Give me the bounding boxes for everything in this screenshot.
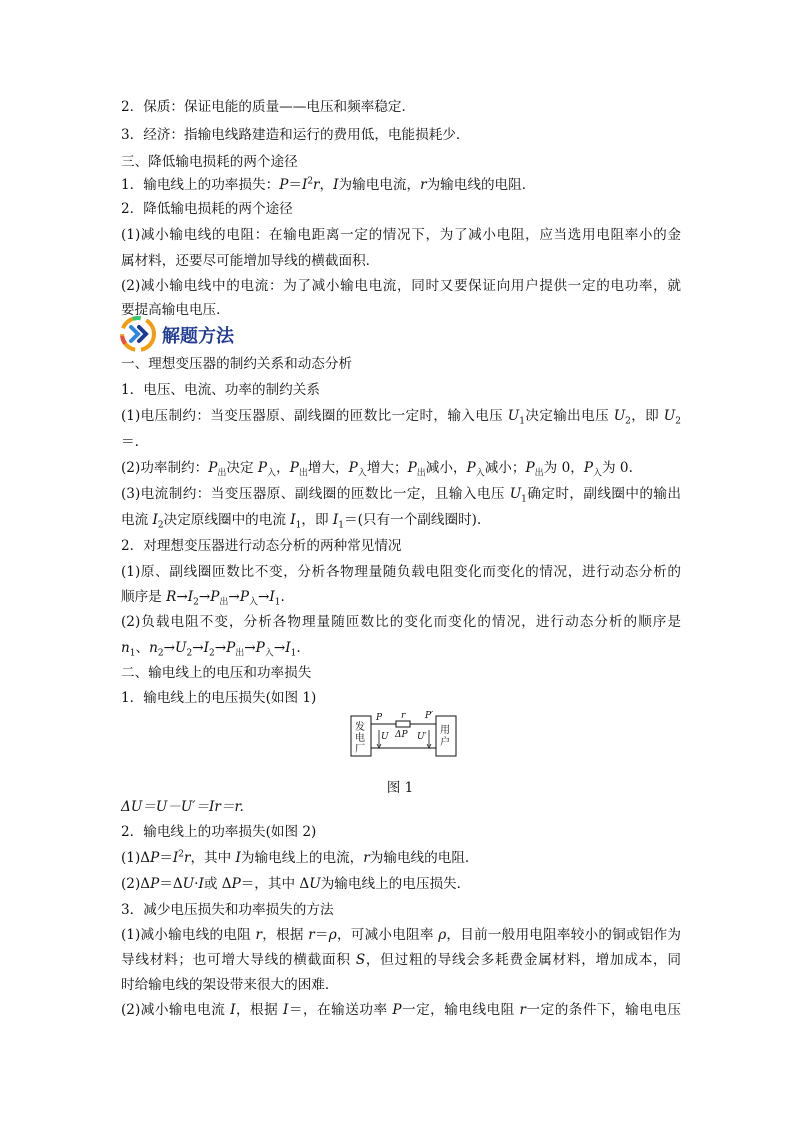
label-u: U [381, 732, 389, 742]
text-line-29: (1)减小输电线的电阻 r，根据 r＝ρ，可减小电阻率 ρ，目前一般用电阻率较小的铜或铝作为 [121, 927, 682, 943]
text-line-9: 要提高输电电压． [121, 302, 230, 318]
text-line-15: (3)电流制约：当变压器原、副线圈的匝数比一定，且输入电压 $U_1$确定时，副线圈中的输出 [121, 486, 682, 505]
text-line-2: 3．经济：指输电线路建造和运行的费用低，电能损耗少． [121, 127, 470, 143]
text-line-7: 属材料，还要尽可能增加导线的横截面积． [121, 253, 380, 269]
user-box [436, 716, 456, 756]
text-line-21: $n_1$、$n_2\to U_2\to I_2\to P_出\to P_入\to I_1$. [121, 640, 301, 659]
text-line-31: 时给输电线的架设带来很大的困难． [121, 977, 339, 993]
heading-three: 三、降低输电损耗的两个途径 [121, 154, 298, 170]
plant-label-2: 电 [355, 733, 365, 744]
plant-label-3: 厂 [355, 744, 365, 755]
text-line-6: (1)减小输电线的电阻：在输电距离一定的情况下，为了减小电阻，应当选用电阻率小的金 [121, 227, 681, 243]
text-line-17: 2．对理想变压器进行动态分析的两种常见情况 [121, 538, 402, 554]
text-line-24: ΔU＝U－U′＝Ir＝r. [121, 799, 244, 815]
text-line-14: (2)功率制约：$P_出$决定 $P_入$，$P_出$增大，$P_入$增大；$P_出$减小，$P_入$减小；$P_出$为 0，$P_入$为 0. [121, 460, 633, 479]
figure-caption: 图 1 [386, 780, 414, 796]
text-line-20: (2)负载电阻不变，分析各物理量随匝数比的变化而变化的情况，进行动态分析的顺序是 [121, 614, 681, 630]
text-line-19: 顺序是 $R\to I_2\to P_出\to P_入\to I_1$. [121, 589, 285, 608]
text-line-16: 电流 $I_2$决定原线圈中的电流 $I_1$，即 $I_1=$(只有一个副线圈时)． [121, 512, 491, 531]
text-line-28: 3．减少电压损失和功率损失的方法 [121, 902, 334, 918]
text-line-26: $(1)\Delta P=I^2r$，其中 I为输电线上的电流，r为输电线的电阻． [121, 849, 479, 866]
label-p: P [376, 713, 383, 723]
circuit-figure-1 [350, 710, 462, 764]
section-logo-icon [118, 314, 158, 354]
label-r: r [401, 711, 406, 721]
text-line-5: 2．降低输电损耗的两个途径 [121, 201, 293, 217]
text-line-25: 2．输电线上的功率损失(如图 2) [121, 824, 317, 840]
text-line-32: (2)减小输电电流 I，根据 I＝，在输送功率 P一定，输电线电阻 r一定的条件下，输电电压 [121, 1002, 681, 1018]
heading-two: 二、输电线上的电压和功率损失 [121, 665, 312, 681]
plant-label-1: 发 [355, 722, 365, 733]
label-delta-p: ΔP [395, 730, 408, 740]
label-p-prime: P′ [425, 711, 434, 721]
text-line-4: 1．输电线上的功率损失：$P=I^2r$，I为输电电流，r为输电线的电阻． [121, 176, 536, 193]
text-line-13: ＝. [121, 434, 139, 450]
text-line-23: 1．输电线上的电压损失(如图 1) [121, 690, 317, 706]
text-line-27: (2)ΔP＝ΔU·I或 ΔP＝，其中 ΔU为输电线上的电压损失． [121, 876, 471, 892]
label-u-prime: U′ [417, 732, 427, 742]
section-title: 解题方法 [162, 326, 234, 347]
user-label-2: 户 [440, 737, 450, 748]
section-header [118, 314, 318, 354]
heading-one: 一、理想变压器的制约关系和动态分析 [121, 356, 353, 372]
user-label-1: 用 [440, 725, 450, 736]
text-line-12: (1)电压制约：当变压器原、副线圈的匝数比一定时，输入电压 $U_1$决定输出电压 $U_2$，即 $U_2$ [121, 408, 681, 427]
text-line-11: 1．电压、电流、功率的制约关系 [121, 382, 320, 398]
text-line-30: 导线材料；也可增大导线的横截面积 S，但过粗的导线会多耗费金属材料，增加成本，同 [121, 952, 682, 968]
resistor-r [396, 721, 410, 727]
text-line-1: 2．保质：保证电能的质量——电压和频率稳定． [121, 99, 416, 115]
text-line-18: (1)原、副线圈匝数比不变，分析各物理量随负载电阻变化而变化的情况，进行动态分析的 [121, 564, 681, 580]
text-line-8: (2)减小输电线中的电流：为了减小输电电流，同时又要保证向用户提供一定的电功率，就 [121, 278, 681, 294]
